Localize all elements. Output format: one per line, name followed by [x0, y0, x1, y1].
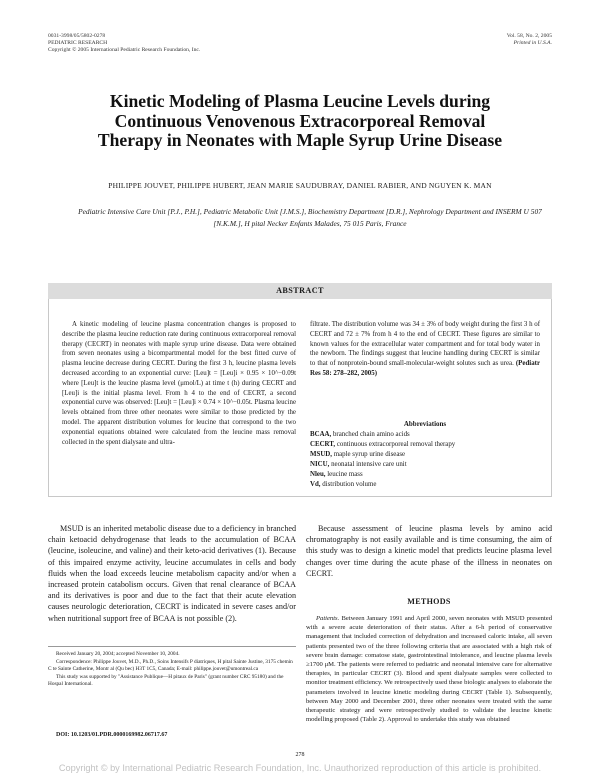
- issn-line: 0031-3998/05/5802-0278: [48, 33, 106, 39]
- author-list: PHILIPPE JOUVET, PHILIPPE HUBERT, JEAN MARIE SAUDUBRAY, DANIEL RABIER, AND NGUYEN K. MAN: [108, 181, 492, 190]
- introduction-paragraph: MSUD is an inherited metabolic disease due to a deficiency in branched chain ketoacid dehydrogenase that leads to the accumulation of BCAA (leucine, isoleucine, and valine) and their keto-acid derivatives (1). Because of this impaired enzyme activity, leucine accumulates in cells and body fluids when the load exceeds leucine metabolism capacity and/or when a increased protein catabolism occurs. Given that renal clearance of BCAA and its derivatives is poor and due to the fact that their acute elevation causes neurologic deterioration, CECRT is indicated in severe cases and/or when nutritional support free of BCAA is not possible (2).: [48, 524, 296, 623]
- doi-line: DOI: 10.1203/01.PDR.0000169982.06717.67: [56, 732, 168, 738]
- received-note: Received January 20, 2004; accepted November 10, 2004.: [56, 651, 180, 657]
- abbreviation-def: continuous extracorporeal removal therapy: [335, 440, 456, 448]
- abbreviation-item: [310, 480, 540, 490]
- abbreviation-def: neonatal intensive care unit: [329, 460, 407, 468]
- abbreviation-item: [310, 450, 540, 460]
- abbreviation-item: [310, 440, 540, 450]
- volume-line: Vol. 58, No. 2, 2005: [506, 33, 552, 39]
- abbreviation-item: [310, 430, 540, 440]
- footnotes: [48, 651, 296, 689]
- copyright-watermark: Copyright © by International Pediatric Research Foundation, Inc. Unauthorized reproduction of this article is prohibited.: [58, 763, 542, 773]
- journal-header-left: [48, 33, 200, 54]
- methods-paragraph: [306, 614, 552, 724]
- abbreviation-term: BCAA,: [310, 431, 332, 438]
- correspondence-note: Correspondence: Philippe Jouvet, M.D., Ph.D., Soins Intensifs P diatriques, H pital Sainte Justine, 3175 chemin C te Sainte Catherine, Montr al (Qu bec) H3T 1C5, Canada; E-mail: philippe.jouvet@umontreal.ca: [48, 658, 293, 673]
- methods-heading: METHODS: [407, 597, 451, 606]
- abbreviation-item: [310, 470, 540, 480]
- printed-line: Printed in U.S.A.: [513, 40, 552, 46]
- abbreviation-term: NICU,: [310, 460, 330, 468]
- funding-note: This study was supported by "Assistance Publique—H pitaux de Paris" (grant number CRC 95180) and the Hospal International.: [48, 673, 284, 688]
- footnote-rule: [48, 646, 296, 647]
- abbreviation-term: CECRT,: [310, 440, 336, 448]
- abstract-citation: (Pediatr Res 58: 278–282, 2005): [310, 360, 540, 377]
- abstract-heading: ABSTRACT: [48, 283, 552, 299]
- abbreviation-term: MSUD,: [310, 450, 333, 458]
- journal-name: PEDIATRIC RESEARCH: [48, 40, 108, 46]
- abstract-text-right: [310, 320, 540, 379]
- aim-paragraph: Because assessment of leucine plasma levels by amino acid chromatography is not easily available and is time consuming, the aim of this study was to design a kinetic model that predicts leucine plasma level changes over time during the acute phase of the illness in neonates on CECRT.: [306, 524, 552, 578]
- abbreviation-term: Nleu,: [310, 470, 326, 478]
- page-number: 278: [295, 752, 305, 758]
- affiliations: Pediatric Intensive Care Unit [P.J., P.H.], Pediatric Metabolic Unit [J.M.S.], Biochemistry Department [D.R.], Nephrology Department and INSERM U 507 [N.K.M.], H pital Necker Enfants Malades, 75 015 Paris, France: [78, 207, 542, 228]
- abbreviations-title: Abbreviations: [403, 420, 447, 428]
- methods-subhead: Patients.: [316, 615, 340, 622]
- abbreviation-def: maple syrup urine disease: [332, 450, 406, 458]
- abbreviations-list: [310, 430, 540, 489]
- journal-header-right: [507, 33, 552, 47]
- article-title: Kinetic Modeling of Plasma Leucine Levels during Continuous Venovenous Extracorporeal Removal Therapy in Neonates with Maple Syrup Urine Disease: [97, 91, 503, 150]
- abstract-text-right-body: filtrate. The distribution volume was 34 ± 3% of body weight during the first 3 h of CECRT and 72 ± 7% from h 4 to the end of CECRT. These figures are similar to known values for the extracellular water compartment and for total body water in the newborn. The findings suggest that leucine handling during CECRT is similar to that of nonprotein-bound small-molecular-weight solutes such as urea.: [310, 321, 540, 368]
- abbreviation-item: [310, 460, 540, 470]
- abstract-text-left: A kinetic modeling of leucine plasma concentration changes is proposed to describe the plasma leucine reduction rate during continuous extracorporeal removal therapy (CECRT) in neonates with maple syrup urine disease. Data were obtained from seven neonates using a bicompartmental model for the best fitted curve of plasma leucine decrease during CECRT. During the first 3 h, leucine plasma levels decreased according to an exponential curve: [Leu]t = [Leu]i × 0.95 × 10^−0.09t where [Leu]t is the leucine plasma level (μmol/L) at time t (h) during CECRT and [Leu]i is the initial plasma level. From h 4 to the end of CECRT, a second exponential curve was observed: [Leu]t = [Leu]i × 0.74 × 10^−0.05t. Plasma leucine levels obtained from three other neonates were similar to those predicted by the model. The apparent distribution volumes for leucine that correspond to the two exponential equations obtained were calculated from the leucine mass removal collected in the spent dialysate and ultra-: [62, 321, 296, 446]
- methods-text: Between January 1991 and April 2000, seven neonates with MSUD presented with a severe acute deterioration of their status. After a 6-h period of conservative management that included correction of dehydration and increased caloric intake, all seven patients presented two of the three following criteria that are associated with a high risk of severe brain damage: comatose state, gastrointestinal intolerance, and leucine plasma levels ≥1700 μM. The patients were referred to pediatric and neonatal intensive care for alternative therapies, in particular CECRT (3). Blood and spent dialysate samples were collected to monitor treatment efficiency. We retrospectively used these biologic analyses to elaborate the parameters involved in leucine kinetic modeling during CECRT (Table 1). Subsequently, between May 2000 and December 2001, three other neonates were treated with the same therapeutic strategy and were retrospectively studied to validate the leucine kinetic modelling proposed (Table 2). Approval to undertake this study was obtained: [306, 615, 552, 724]
- abbreviation-def: distribution volume: [320, 480, 377, 488]
- abbreviation-def: branched chain amino acids: [331, 431, 410, 438]
- abbreviation-term: Vd,: [310, 480, 321, 488]
- abbreviation-def: leucine mass: [325, 470, 363, 478]
- copyright-line: Copyright © 2005 International Pediatric Research Foundation, Inc.: [48, 47, 201, 53]
